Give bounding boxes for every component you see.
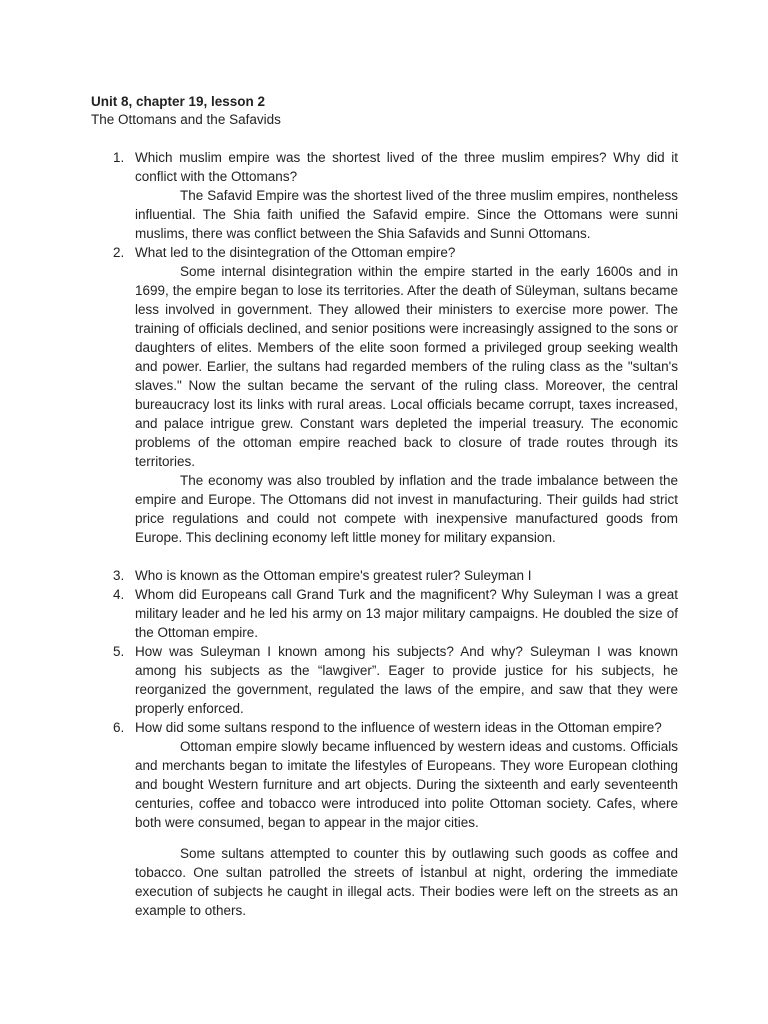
answer-paragraph: Some internal disintegration within the empire started in the early 1600s and in 1699, the empire began to lose its territories. After the death of Süleyman, sultans became less involved in government. They allowed their ministers to exercise more power. The training of officials declined, and senior positions were increasingly assigned to the sons or daughters of elites. Members of the elite soon formed a privileged group seeking wealth and power. Earlier, the sultans had regarded members of the ruling class as the "sultan's slaves." Now the sultan became the servant of the ruling class. Moreover, the central bureaucracy lost its links with rural areas. Local officials became corrupt, taxes increased, and palace intrigue grew. Constant wars depleted the imperial treasury. The economic problems of the ottoman empire reached back to closure of trade routes through its territories. [135,264,678,469]
item-number: 5. [113,644,125,659]
list-item [0,243,678,547]
item-number: 1. [113,150,125,165]
item-number: 2. [113,245,125,260]
document-subheading: The Ottomans and the Safavids [91,112,281,127]
answer-paragraph: The economy was also troubled by inflation and the trade imbalance between the empire and Europe. The Ottomans did not invest in manufacturing. Their guilds had strict price regulations and could not compete with inexpensive manufactured goods from Europe. This declining economy left little money for military expansion. [135,473,678,545]
list-item [0,718,678,920]
answer-paragraph: Ottoman empire slowly became influenced by western ideas and customs. Officials and merchants began to imitate the lifestyles of Europeans. They wore European clothing and bought Western furniture and art objects. During the sixteenth and early seventeenth centuries, coffee and tobacco were introduced into polite Ottoman society. Cafes, where both were consumed, began to appear in the major cities. [135,739,678,830]
document-heading: Unit 8, chapter 19, lesson 2 [91,94,266,109]
blank-line [135,832,678,844]
question-list [0,148,768,920]
list-item [0,585,678,642]
item-number: 4. [113,587,125,602]
list-item [0,566,678,585]
list-item [0,642,678,718]
item-number: 3. [113,568,125,583]
question-text: How was Suleyman I known among his subjects? And why? Suleyman I was known among his subjects as the “lawgiver”. Eager to provide justice for his subjects, he reorganized the government, regulated the laws of the empire, and saw that they were properly enforced. [135,644,678,716]
item-number: 6. [113,720,125,735]
question-text: How did some sultans respond to the influence of western ideas in the Ottoman empire? [135,720,662,735]
question-text: Which muslim empire was the shortest lived of the three muslim empires? Why did it conflict with the Ottomans? [135,150,678,184]
question-text: Who is known as the Ottoman empire's greatest ruler? Suleyman I [135,568,532,583]
question-text: What led to the disintegration of the Ottoman empire? [135,245,456,260]
answer-paragraph: Some sultans attempted to counter this by outlawing such goods as coffee and tobacco. One sultan patrolled the streets of İstanbul at night, ordering the immediate execution of subjects he caught in illegal acts. Their bodies were left on the streets as an example to others. [135,846,678,918]
question-text: Whom did Europeans call Grand Turk and the magnificent? Why Suleyman I was a great military leader and he led his army on 13 major military campaigns. He doubled the size of the Ottoman empire. [135,587,678,640]
list-item [0,148,678,243]
blank-line [0,547,768,566]
answer-paragraph: The Safavid Empire was the shortest lived of the three muslim empires, nontheless influential. The Shia faith unified the Safavid empire. Since the Ottomans were sunni muslims, there was conflict between the Shia Safavids and Sunni Ottomans. [135,188,678,241]
